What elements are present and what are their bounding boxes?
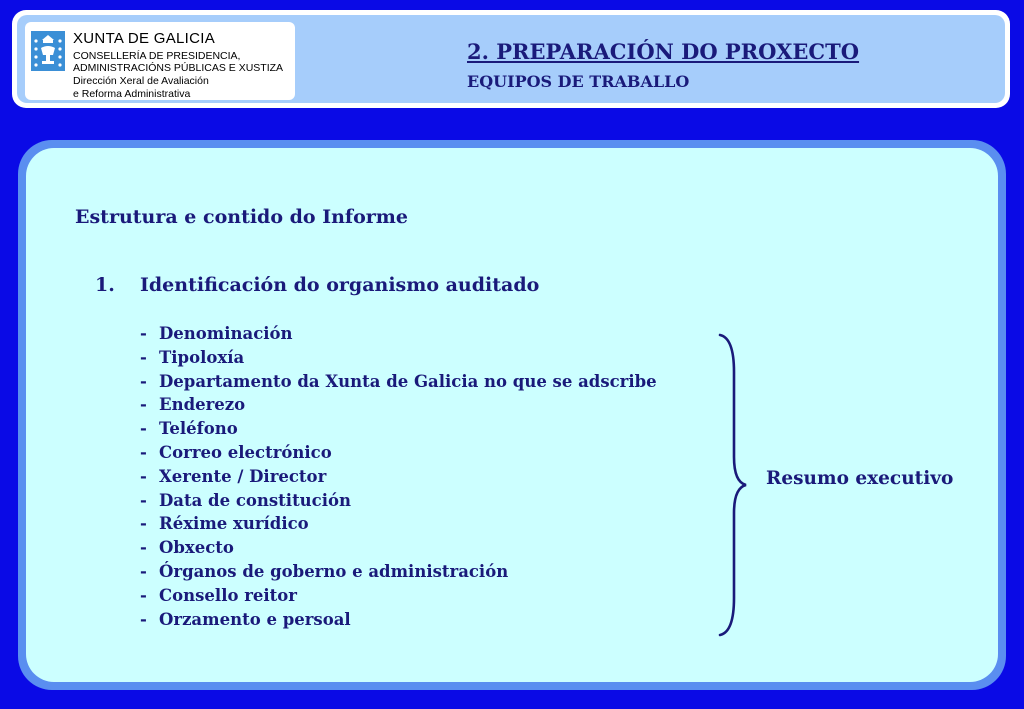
logo-directorate-line1: Dirección Xeral de Avaliación (73, 75, 209, 87)
bullet-dash: - (140, 324, 147, 343)
bullet-dash: - (140, 395, 147, 415)
item-title: Identificación do organismo auditado (140, 274, 540, 296)
list-item (140, 322, 657, 346)
summary-label: Resumo executivo (766, 468, 954, 489)
slide-subtitle: EQUIPOS DE TRABALLO (467, 72, 690, 91)
bullet-dash: - (140, 585, 147, 605)
field-label: Consello reitor (159, 585, 297, 605)
list-item (140, 584, 657, 608)
xunta-logo (25, 22, 295, 100)
logo-directorate-line2: e Reforma Administrativa (73, 88, 191, 100)
bullet-dash: - (140, 371, 147, 391)
list-item (140, 441, 657, 465)
bullet-dash: - (140, 490, 147, 510)
list-item (140, 346, 657, 370)
item-number: 1. (95, 274, 115, 296)
bullet-dash: - (140, 514, 147, 534)
logo-department-line2: ADMINISTRACIÓNS PÚBLICAS E XUSTIZA (73, 62, 284, 74)
field-label: Teléfono (159, 419, 238, 439)
bullet-dash: - (140, 538, 147, 558)
header-band (12, 10, 1010, 108)
field-label: Xerente / Director (159, 466, 327, 486)
field-label: Réxime xurídico (159, 514, 309, 534)
bullet-dash: - (140, 466, 147, 486)
content-panel (18, 140, 1006, 690)
logo-organization: XUNTA DE GALICIA (73, 30, 216, 47)
field-label: Orzamento e persoal (159, 609, 351, 629)
field-label: Departamento da Xunta de Galicia no que se adscribe (159, 371, 657, 391)
field-label: Órganos de goberno e administración (159, 561, 509, 581)
list-item (140, 465, 657, 489)
list-item (140, 536, 657, 560)
list-item (140, 608, 657, 632)
bullet-dash: - (140, 419, 147, 439)
bullet-dash: - (140, 609, 147, 629)
content-panel-inner (26, 148, 998, 682)
bullet-dash: - (140, 561, 147, 581)
bullet-dash: - (140, 442, 147, 462)
list-item (140, 489, 657, 513)
list-item (140, 512, 657, 536)
list-item (140, 417, 657, 441)
galicia-emblem-icon (31, 31, 65, 71)
field-label: Tipoloxía (159, 347, 245, 367)
field-label: Correo electrónico (159, 442, 332, 462)
section-heading: Estrutura e contido do Informe (75, 206, 408, 228)
right-brace-icon (710, 332, 750, 638)
list-item (140, 393, 657, 417)
header-inner (17, 15, 1005, 103)
field-label: Obxecto (159, 538, 234, 558)
bullet-dash: - (140, 347, 147, 367)
field-label: Enderezo (159, 395, 246, 415)
field-list (140, 322, 657, 631)
list-item (140, 560, 657, 584)
logo-department-line1: CONSELLERÍA DE PRESIDENCIA, (73, 50, 241, 62)
list-item (140, 370, 657, 394)
field-label: Data de constitución (159, 490, 351, 510)
slide-title: 2. PREPARACIÓN DO PROXECTO (467, 39, 860, 64)
field-label: Denominación (159, 324, 293, 343)
